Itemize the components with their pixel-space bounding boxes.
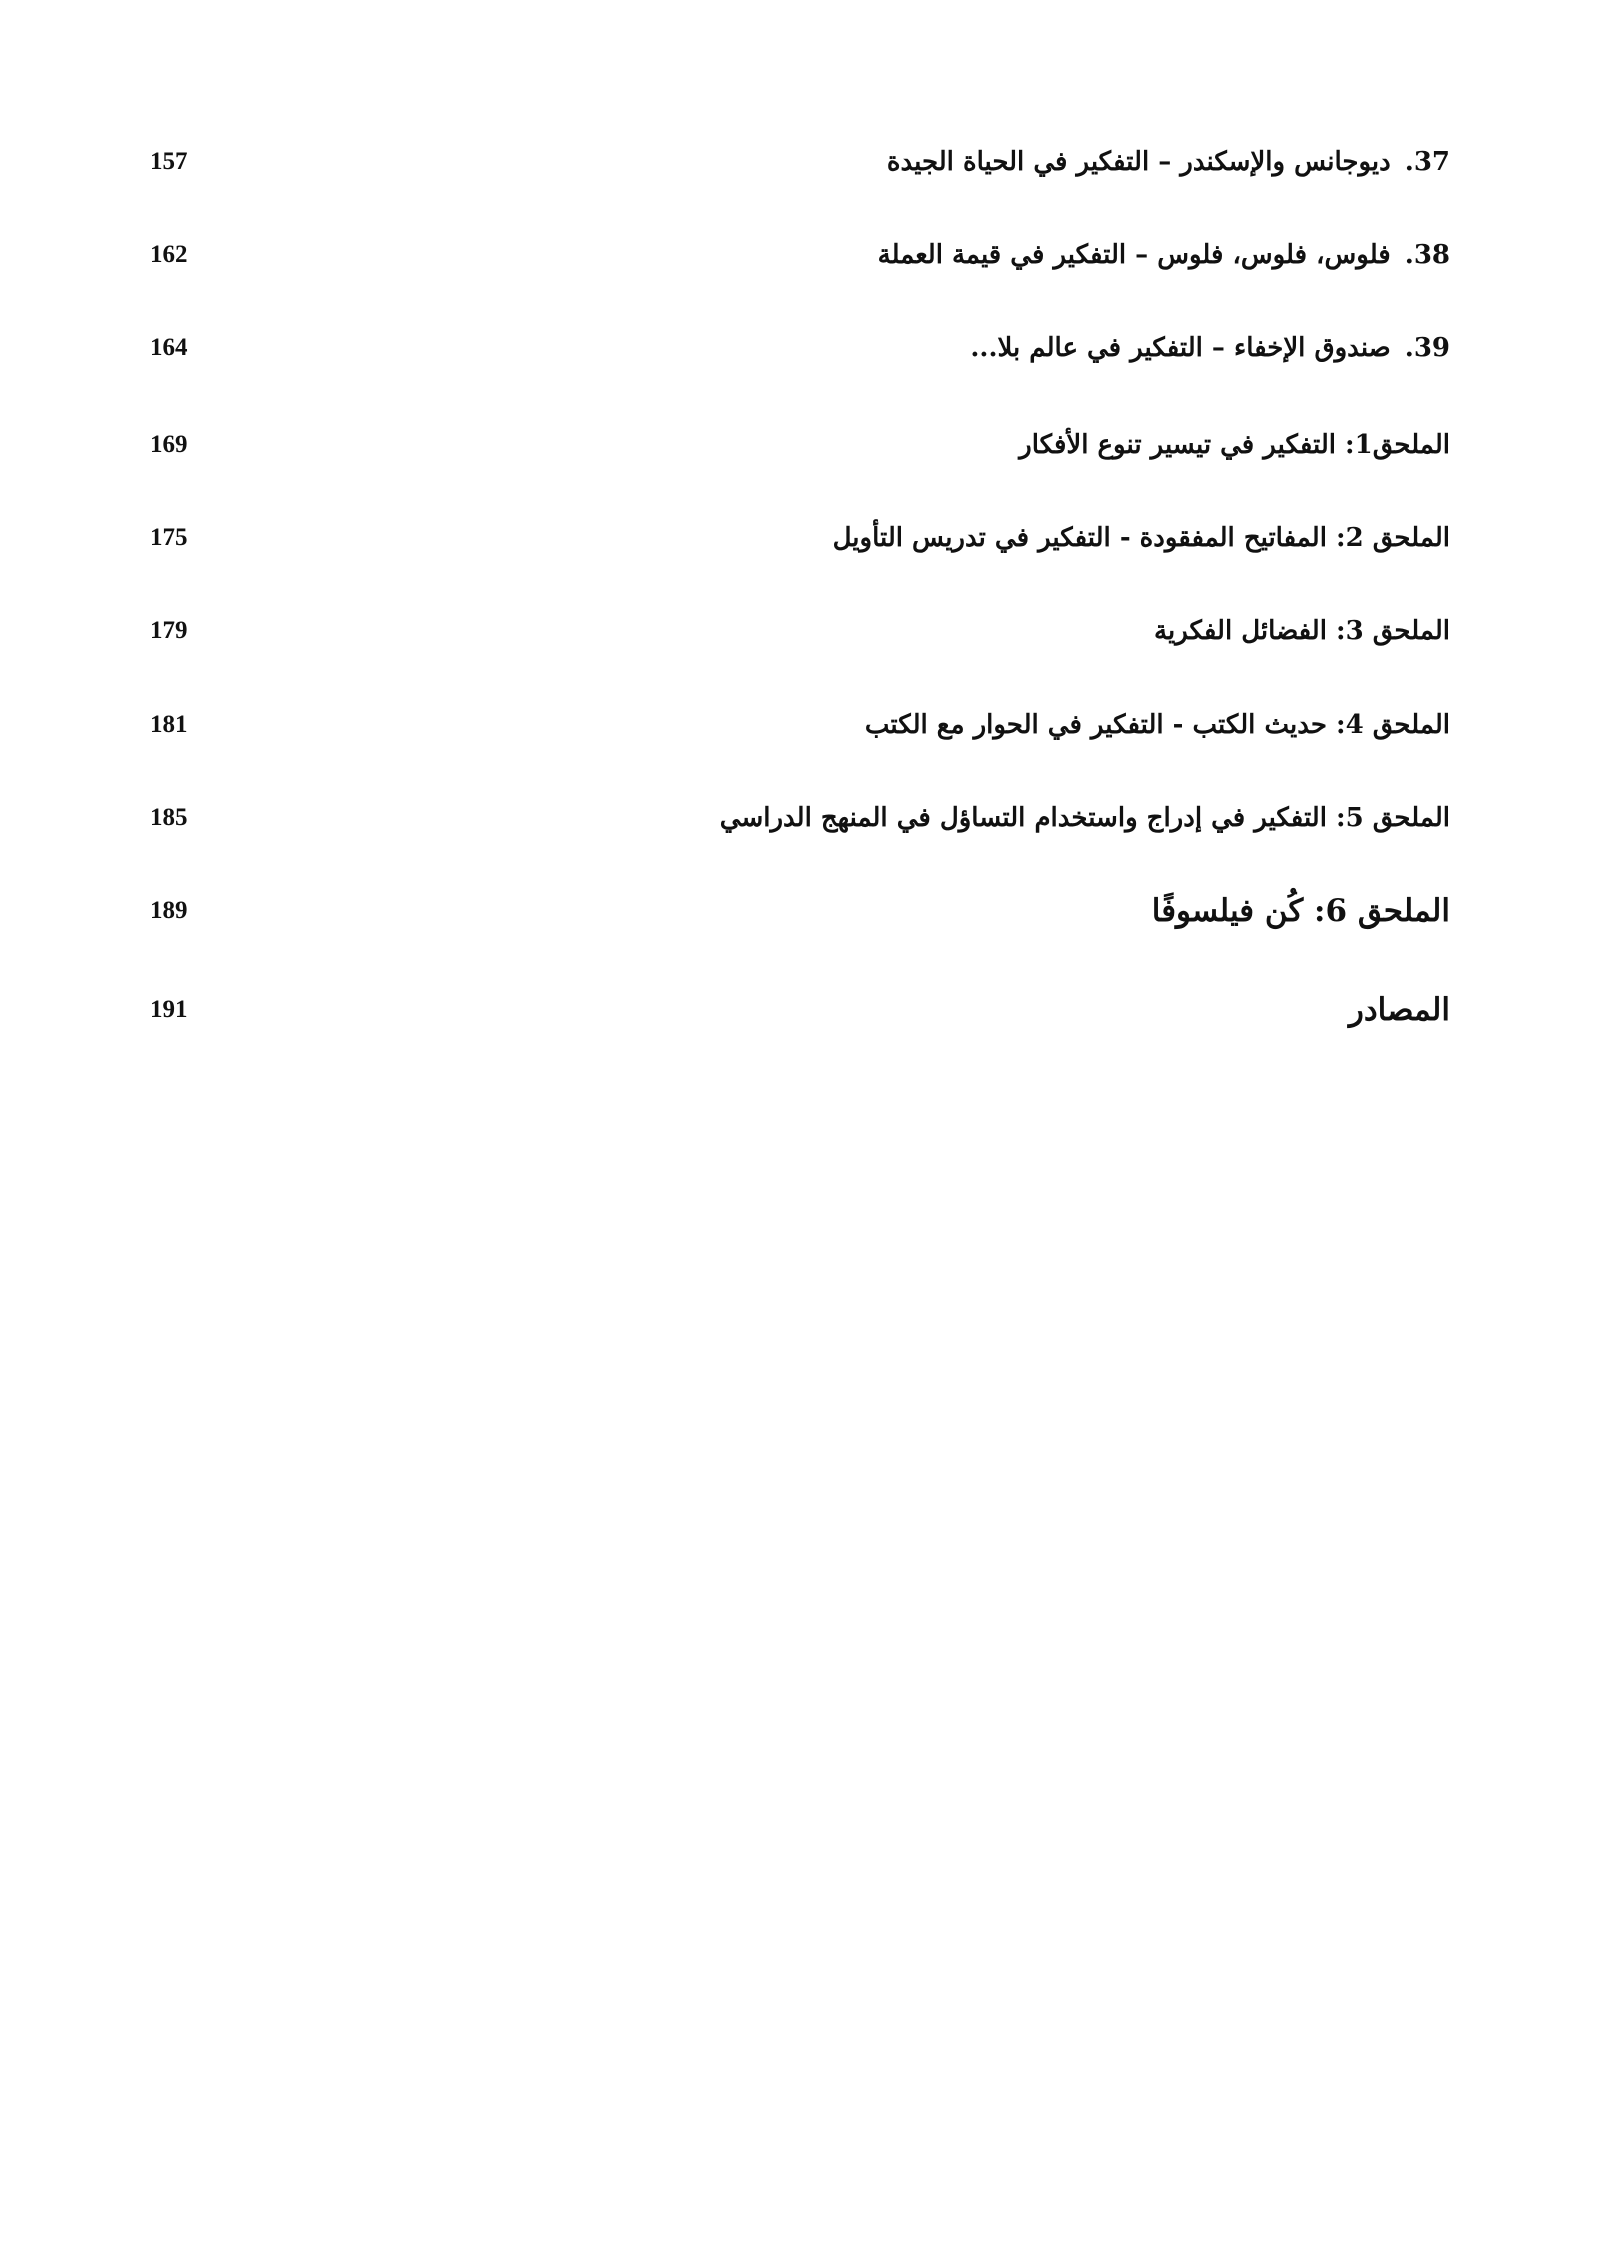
toc-entry-title: الملحق 4: حديث الكتب - التفكير في الحوار مع الكتب xyxy=(864,710,1450,740)
toc-entry-number: 39. xyxy=(1404,333,1450,363)
toc-entry-page: 164 xyxy=(150,334,188,361)
toc-entry-page: 169 xyxy=(150,431,188,458)
toc-entry[interactable] xyxy=(150,516,1450,560)
toc-entry-title: الملحق 6: كُن فيلسوفًا xyxy=(1151,893,1450,929)
toc-entry[interactable] xyxy=(150,796,1450,840)
toc-entry-page: 185 xyxy=(150,804,188,831)
toc-entry-page: 179 xyxy=(150,617,188,644)
toc-entry[interactable] xyxy=(150,609,1450,653)
toc-entry-number: 37. xyxy=(1404,147,1450,177)
toc-entry[interactable] xyxy=(150,233,1450,277)
toc-entry[interactable] xyxy=(150,326,1450,370)
toc-entry[interactable] xyxy=(150,988,1450,1032)
toc-entry-text: ديوجانس والإسكندر – التفكير في الحياة الجيدة xyxy=(886,147,1391,177)
toc-entry-page: 157 xyxy=(150,148,188,175)
toc-entry-page: 162 xyxy=(150,241,188,268)
toc-entry-title: الملحق 2: المفاتيح المفقودة - التفكير في تدريس التأويل xyxy=(832,523,1450,553)
toc-entry[interactable] xyxy=(150,140,1450,184)
toc-entry-title xyxy=(970,326,1450,370)
toc-entry-title xyxy=(887,140,1450,184)
toc-entry-page: 189 xyxy=(150,897,188,924)
toc-entry-title xyxy=(878,233,1450,277)
toc-entry-title: الملحق 5: التفكير في إدراج واستخدام التساؤل في المنهج الدراسي xyxy=(719,803,1450,833)
toc-entry-title: الملحق1: التفكير في تيسير تنوع الأفكار xyxy=(1019,430,1450,460)
toc-entry-page: 175 xyxy=(150,524,188,551)
toc-entry-title: المصادر xyxy=(1348,992,1450,1028)
toc-entry[interactable] xyxy=(150,423,1450,467)
toc-entry[interactable] xyxy=(150,703,1450,747)
toc-entry-text: صندوق الإخفاء – التفكير في عالم بلا... xyxy=(970,333,1391,363)
toc-entry-page: 181 xyxy=(150,711,188,738)
toc-entry-title: الملحق 3: الفضائل الفكرية xyxy=(1154,616,1450,646)
toc-entry-text: فلوس، فلوس، فلوس – التفكير في قيمة العملة xyxy=(877,240,1391,270)
toc-entry[interactable] xyxy=(150,889,1450,933)
toc-entry-number: 38. xyxy=(1404,240,1450,270)
toc-entry-page: 191 xyxy=(150,996,188,1023)
